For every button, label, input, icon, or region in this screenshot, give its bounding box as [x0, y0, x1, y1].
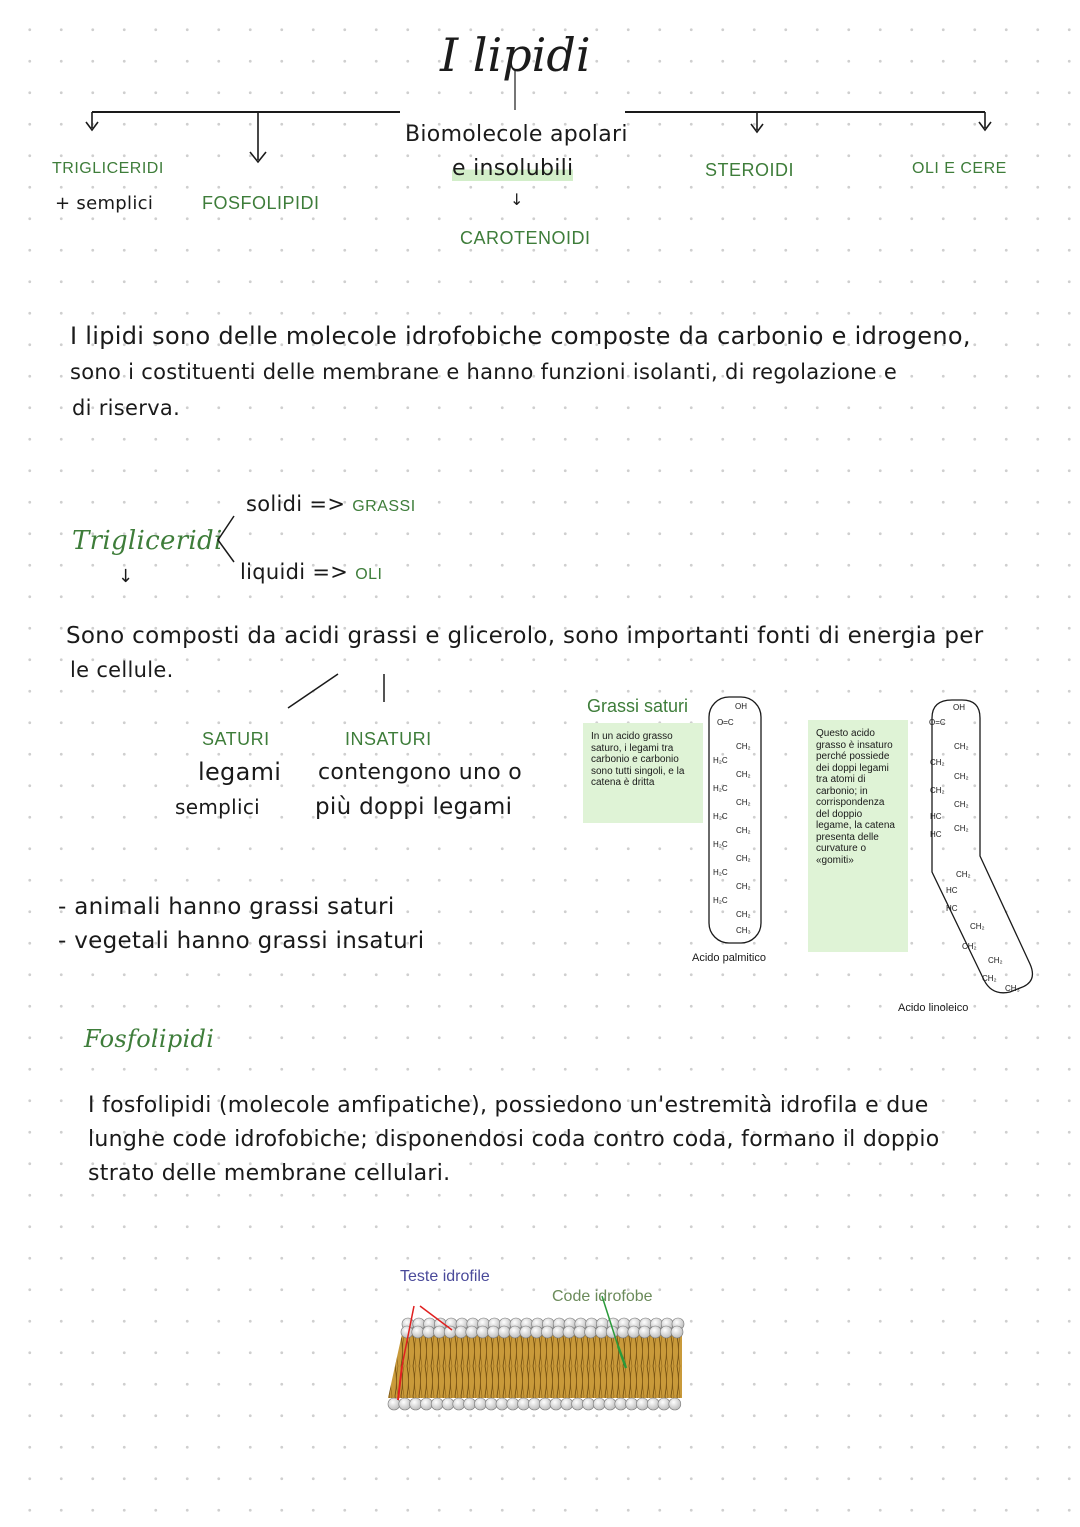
palmitico-h2c-1: H₂C — [713, 756, 728, 765]
head-group-top — [660, 1326, 672, 1338]
solidi-row — [246, 492, 416, 516]
head-group-bottom — [626, 1398, 638, 1410]
tree-center-line2 — [452, 156, 573, 181]
trigliceridi-desc-line2: le cellule. — [70, 658, 174, 682]
fosfolipidi-line2: lunghe code idrofobiche; disponendosi coda contro coda, formano il doppio — [88, 1127, 940, 1152]
head-group-top — [520, 1326, 532, 1338]
head-group-top — [477, 1326, 489, 1338]
head-group-bottom — [604, 1398, 616, 1410]
palmitico-oh: OH — [735, 702, 747, 711]
trigliceridi-heading: Trigliceridi — [72, 526, 223, 556]
liquidi-label: liquidi — [240, 560, 306, 584]
head-group-top — [574, 1326, 586, 1338]
head-group-top — [487, 1326, 499, 1338]
head-group-bottom — [399, 1398, 411, 1410]
head-group-top — [585, 1326, 597, 1338]
head-group-top — [498, 1326, 510, 1338]
tree-center-line1: Biomolecole apolari — [405, 122, 628, 147]
saturi-note: In un acido grasso saturo, i legami tra carbonio e carbonio sono tutti singoli, e la catena è dritta — [583, 723, 703, 823]
tree-center-arrow: ↓ — [510, 190, 524, 209]
oli-cere-branch-label: OLI E CERE — [912, 160, 1007, 177]
head-group-top — [455, 1326, 467, 1338]
head-group-top — [563, 1326, 575, 1338]
palmitico-ch2-1: CH₂ — [736, 742, 751, 751]
head-group-top — [531, 1326, 543, 1338]
solidi-implies: => — [309, 492, 346, 516]
fosfolipidi-heading: Fosfolipidi — [84, 1025, 215, 1053]
head-group-bottom — [431, 1398, 443, 1410]
tree-center-line2-text: e insolubili — [452, 156, 574, 181]
teste-idrofile-label: Teste idrofile — [400, 1268, 490, 1285]
head-group-bottom — [550, 1398, 562, 1410]
head-group-bottom — [615, 1398, 627, 1410]
head-group-bottom — [582, 1398, 594, 1410]
acido-palmitico-caption: Acido palmitico — [692, 952, 766, 964]
head-group-top — [649, 1326, 661, 1338]
head-group-top — [412, 1326, 424, 1338]
linoleico-ch2-10: CH₂ — [988, 956, 1003, 965]
linoleico-ch2-5: CH₂ — [954, 800, 969, 809]
linoleico-cooh: O=C — [929, 718, 946, 727]
code-idrofobe-label: Code idrofobe — [552, 1288, 653, 1305]
head-group-bottom — [539, 1398, 551, 1410]
fosfolipidi-line1: I fosfolipidi (molecole amfipatiche), possiedono un'estremità idrofila e due — [88, 1093, 929, 1118]
head-group-bottom — [561, 1398, 573, 1410]
vegetali-line: - vegetali hanno grassi insaturi — [58, 928, 425, 954]
head-group-bottom — [528, 1398, 540, 1410]
saturi-label: SATURI — [202, 729, 270, 749]
liquidi-row — [240, 560, 382, 584]
intro-line2: sono i costituenti delle membrane e hanno funzioni isolanti, di regolazione e — [70, 360, 898, 384]
palmitico-ch2-2: CH₂ — [736, 770, 751, 779]
liquidi-implies: => — [312, 560, 349, 584]
linoleico-ch2-4: CH₂ — [930, 786, 945, 795]
linoleico-hc-3: HC — [946, 886, 958, 895]
saturi-line1: legami — [198, 758, 282, 786]
head-group-bottom — [636, 1398, 648, 1410]
head-group-bottom — [453, 1398, 465, 1410]
linoleico-ch2-8: CH₂ — [970, 922, 985, 931]
trigliceridi-arrow: ↓ — [118, 566, 134, 587]
acido-linoleico-caption: Acido linoleico — [898, 1002, 969, 1014]
head-group-bottom — [658, 1398, 670, 1410]
head-group-bottom — [593, 1398, 605, 1410]
page-title: I lipidi — [440, 28, 591, 82]
head-group-top — [423, 1326, 435, 1338]
palmitico-h2c-4: H₂C — [713, 840, 728, 849]
head-group-bottom — [485, 1398, 497, 1410]
head-group-bottom — [647, 1398, 659, 1410]
palmitico-ch2-6: CH₂ — [736, 882, 751, 891]
palmitico-h2c-5: H₂C — [713, 868, 728, 877]
insaturi-line2: più doppi legami — [315, 794, 513, 820]
trigliceridi-branch-label: TRIGLICERIDI — [52, 160, 164, 177]
palmitico-h2c-2: H₂C — [713, 784, 728, 793]
head-group-bottom — [572, 1398, 584, 1410]
palmitico-ch2-7: CH₂ — [736, 910, 751, 919]
grassi-saturi-heading: Grassi saturi — [587, 696, 689, 716]
intro-line1: I lipidi sono delle molecole idrofobiche composte da carbonio e idrogeno, — [70, 322, 971, 350]
linoleico-oh: OH — [953, 703, 965, 712]
head-group-bottom — [464, 1398, 476, 1410]
head-group-bottom — [474, 1398, 486, 1410]
saturi-line2: semplici — [175, 795, 260, 819]
animali-line: - animali hanno grassi saturi — [58, 894, 395, 920]
head-group-top — [401, 1326, 413, 1338]
intro-line3: di riserva. — [72, 396, 181, 420]
head-group-top — [509, 1326, 521, 1338]
trigliceridi-desc-line1: Sono composti da acidi grassi e glicerolo, sono importanti fonti di energia per — [66, 623, 984, 649]
palmitico-ch2-4: CH₂ — [736, 826, 751, 835]
linoleico-ch2-7: CH₂ — [956, 870, 971, 879]
linoleico-ch2-2: CH₂ — [930, 758, 945, 767]
fosfolipidi-line3: strato delle membrane cellulari. — [88, 1161, 451, 1186]
head-group-top — [617, 1326, 629, 1338]
carotenoidi-label: CAROTENOIDI — [460, 228, 591, 248]
palmitico-h2c-6: H₂C — [713, 896, 728, 905]
head-group-top — [466, 1326, 478, 1338]
insaturi-line1: contengono uno o — [318, 760, 523, 785]
linoleico-hc-4: HC — [946, 904, 958, 913]
linoleico-ch3: CH₃ — [1005, 984, 1020, 993]
linoleico-hc-2: HC — [930, 830, 942, 839]
head-group-top — [433, 1326, 445, 1338]
steroidi-branch-label: STEROIDI — [705, 160, 795, 180]
oli-label: OLI — [355, 566, 383, 583]
head-group-top — [541, 1326, 553, 1338]
insaturi-label: INSATURI — [345, 729, 432, 749]
head-group-bottom — [496, 1398, 508, 1410]
head-group-top — [671, 1326, 683, 1338]
linoleico-ch2-9: CH₂ — [962, 942, 977, 951]
head-group-bottom — [420, 1398, 432, 1410]
head-group-top — [639, 1326, 651, 1338]
head-group-bottom — [442, 1398, 454, 1410]
grassi-label: GRASSI — [352, 498, 416, 515]
solidi-label: solidi — [246, 492, 303, 516]
fosfolipidi-branch-label: FOSFOLIPIDI — [202, 193, 320, 213]
linoleico-ch2-3: CH₂ — [954, 772, 969, 781]
palmitico-ch2-3: CH₂ — [736, 798, 751, 807]
head-group-top — [628, 1326, 640, 1338]
palmitico-cooh: O=C — [717, 718, 734, 727]
palmitico-ch3: CH₃ — [736, 926, 751, 935]
head-group-bottom — [507, 1398, 519, 1410]
insaturi-note: Questo acido grasso è insaturo perché possiede dei doppi legami tra atomi di carbonio; in corrispondenza del doppio legame, la catena presenta delle curvature o «gomiti» — [808, 720, 908, 952]
linoleico-ch2-1: CH₂ — [954, 742, 969, 751]
linoleico-hc-1: HC — [930, 812, 942, 821]
head-group-bottom — [669, 1398, 681, 1410]
linoleico-ch2-11: CH₂ — [982, 974, 997, 983]
head-group-bottom — [410, 1398, 422, 1410]
head-group-bottom — [518, 1398, 530, 1410]
palmitico-ch2-5: CH₂ — [736, 854, 751, 863]
trigliceridi-branch-note: + semplici — [55, 193, 154, 214]
head-group-top — [595, 1326, 607, 1338]
head-group-top — [552, 1326, 564, 1338]
acido-palmitico-molecule — [708, 696, 768, 946]
acido-linoleico-molecule — [922, 696, 1042, 996]
acidi-grassi-branch-lines — [280, 668, 480, 728]
phospholipid-bilayer — [382, 1306, 692, 1416]
palmitico-h2c-3: H₂C — [713, 812, 728, 821]
linoleico-ch2-6: CH₂ — [954, 824, 969, 833]
